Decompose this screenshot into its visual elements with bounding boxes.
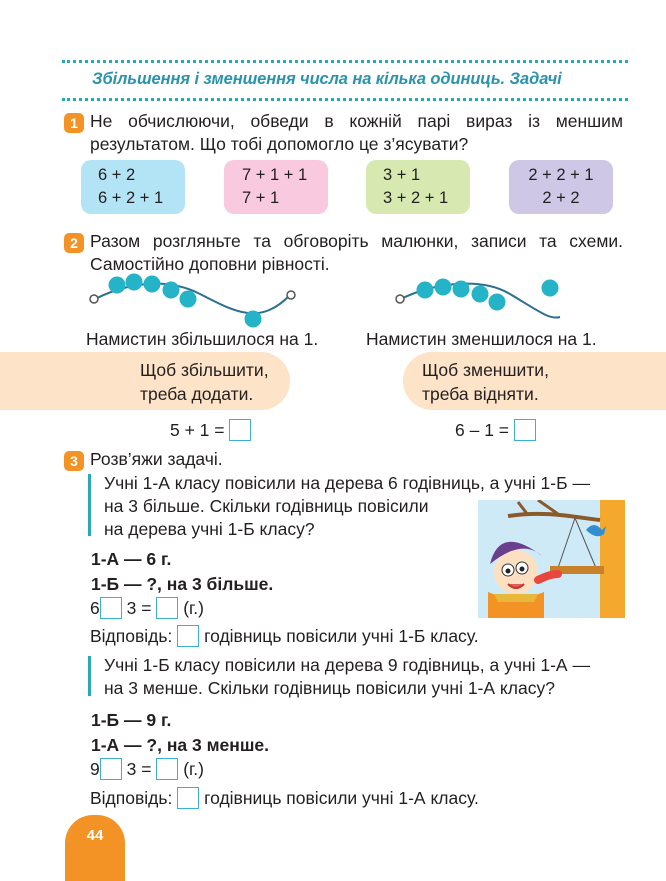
problem1-equation: 6 3 = (г.): [90, 598, 204, 618]
expression[interactable]: 2 + 2 + 1: [528, 166, 594, 184]
task1-line-1: Не обчислюючи, обведи в кожній парі вираз із меншим: [90, 111, 623, 131]
rule-line: треба відняти.: [422, 384, 539, 404]
expression[interactable]: 7 + 1 + 1: [242, 166, 308, 184]
operator-box[interactable]: [100, 758, 122, 780]
answer-box[interactable]: [156, 597, 178, 619]
problem1-line-1: Учні 1-А класу повісили на дерева 6 годівниць, а учні 1-Б —: [104, 473, 590, 493]
beads-decrease-illustration: [390, 272, 575, 328]
beads-increase-illustration: [85, 272, 305, 328]
answer-box[interactable]: [177, 787, 199, 809]
expression-card[interactable]: [81, 160, 185, 214]
problem2-line-2: на 3 менше. Скільки годівниць повісили учні 1-А класу?: [104, 678, 555, 698]
expression-card[interactable]: [509, 160, 613, 214]
expression[interactable]: 3 + 1: [383, 166, 421, 184]
answer-box[interactable]: [177, 625, 199, 647]
problem1-line-2: на 3 більше. Скільки годівниць повісили: [104, 496, 429, 516]
task-number-badge: 1: [64, 113, 84, 133]
problem1-condition-1: 1-А — 6 г.: [91, 549, 172, 569]
caption-decrease: Намистин зменшилося на 1.: [366, 329, 597, 349]
answer-box[interactable]: [514, 419, 536, 441]
expression[interactable]: 2 + 2: [542, 189, 580, 207]
problem-marker-bar: [88, 474, 91, 536]
equation-subtract: 6 – 1 =: [455, 419, 536, 442]
page-number: 44: [65, 815, 125, 881]
task-number-badge: 2: [64, 233, 84, 253]
expression[interactable]: 6 + 2: [98, 166, 136, 184]
rule-bubble-add: [0, 352, 290, 410]
problem2-equation: 9 3 = (г.): [90, 759, 204, 779]
expression[interactable]: 3 + 2 + 1: [383, 189, 449, 207]
header-dotted-line-bottom: [62, 98, 628, 101]
task1-line-2: результатом. Що тобі допомогло це з’ясувати?: [90, 134, 469, 154]
rule-line: Щоб зменшити,: [422, 360, 549, 380]
expression-card[interactable]: [366, 160, 470, 214]
expression[interactable]: 6 + 2 + 1: [98, 189, 164, 207]
expression-card[interactable]: [224, 160, 328, 214]
rule-line: Щоб збільшити,: [140, 360, 269, 380]
problem-marker-bar: [88, 656, 91, 696]
caption-increase: Намистин збільшилося на 1.: [86, 329, 319, 349]
problem2-answer: Відповідь: годівниць повісили учні 1-А класу.: [90, 788, 479, 808]
problem1-answer: Відповідь: годівниць повісили учні 1-Б класу.: [90, 626, 479, 646]
problem2-line-1: Учні 1-Б класу повісили на дерева 9 годівниць, а учні 1-А —: [104, 655, 590, 675]
header-dotted-line-top: [62, 60, 628, 63]
answer-box[interactable]: [229, 419, 251, 441]
bird-feeder-illustration: [478, 500, 625, 618]
problem1-line-3: на дерева учні 1-Б класу?: [104, 519, 315, 539]
answer-box[interactable]: [156, 758, 178, 780]
expression[interactable]: 7 + 1: [242, 189, 280, 207]
rule-bubble-subtract: [403, 352, 666, 410]
problem2-condition-2: 1-А — ?, на 3 менше.: [91, 735, 270, 755]
rule-line: треба додати.: [140, 384, 254, 404]
equation-add: 5 + 1 =: [170, 419, 251, 442]
task3-title: Розв’яжи задачі.: [90, 449, 223, 469]
problem2-condition-1: 1-Б — 9 г.: [91, 710, 172, 730]
task2-line-2: Самостійно доповни рівності.: [90, 254, 330, 274]
task-number-badge: 3: [64, 451, 84, 471]
operator-box[interactable]: [100, 597, 122, 619]
problem1-condition-2: 1-Б — ?, на 3 більше.: [91, 574, 274, 594]
task2-line-1: Разом розгляньте та обговоріть малюнки, записи та схеми.: [90, 231, 623, 251]
section-title: Збільшення і зменшення числа на кілька одиниць. Задачі: [92, 70, 562, 88]
